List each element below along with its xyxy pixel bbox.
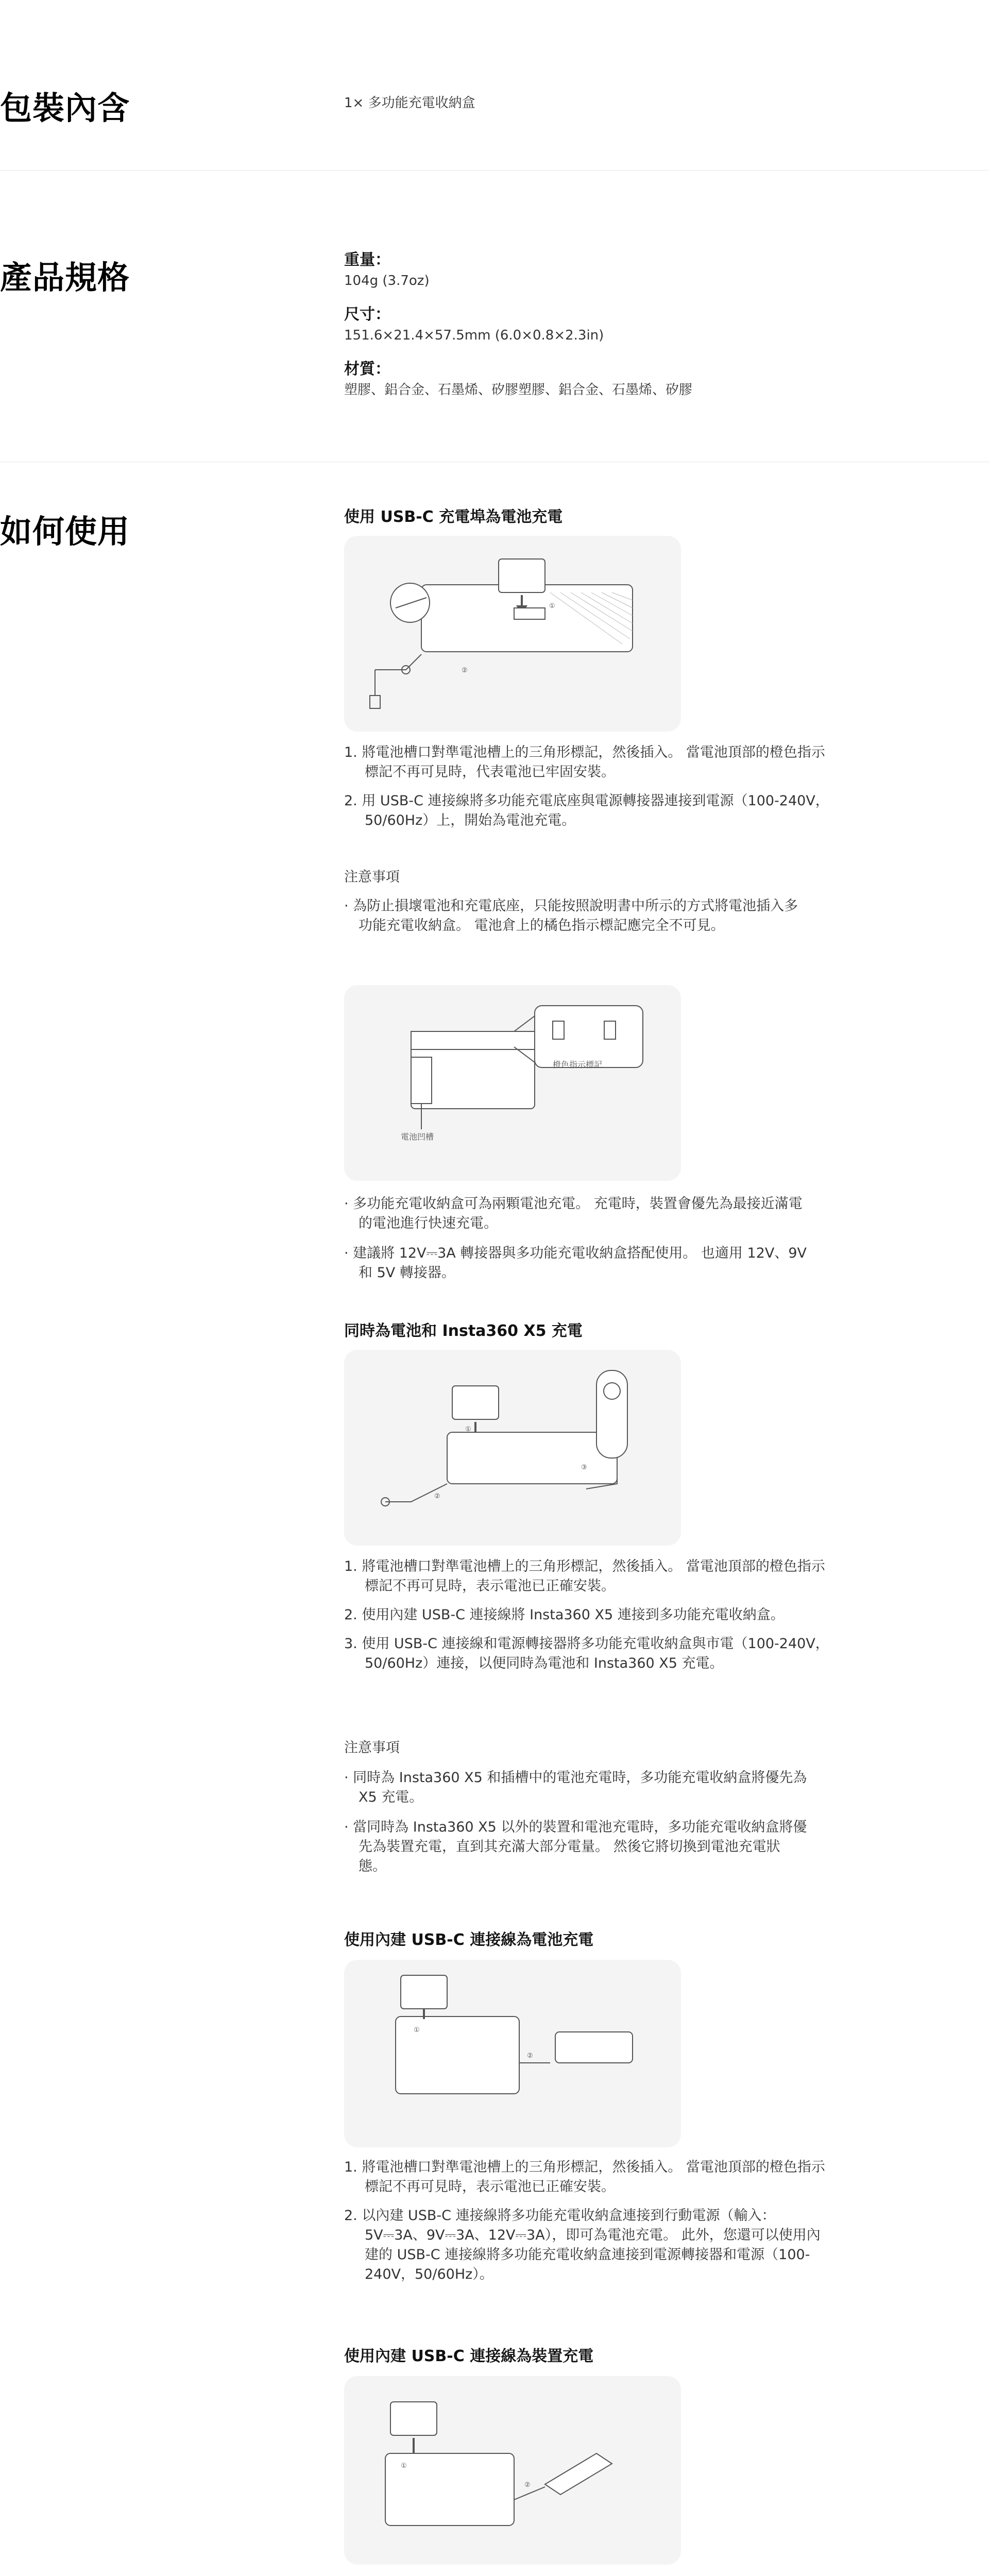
- s2-figure: [344, 1350, 681, 1546]
- s1-illustration-b: [344, 985, 681, 1181]
- svg-text:②: ②: [462, 667, 468, 674]
- s1-heading: 使用 USB-C 充電埠為電池充電: [344, 508, 563, 526]
- s1-steps: [344, 743, 833, 840]
- size-label: 尺寸：: [344, 306, 390, 324]
- s1-figure: [344, 536, 681, 732]
- battery-slot-label: 電池凹槽: [401, 1132, 434, 1142]
- s2-note-title: 注意事項: [344, 1740, 400, 1756]
- s4-figure: [344, 2376, 681, 2565]
- size-value: 151.6×21.4×57.5mm (6.0×0.8×2.3in): [344, 328, 604, 343]
- s2-heading: 同時為電池和 Insta360 X5 充電: [344, 1322, 583, 1340]
- s1-notes-b: [344, 1194, 808, 1293]
- usage-title: 如何使用: [0, 513, 130, 550]
- s2-notes: [344, 1768, 808, 1887]
- s3-steps: [344, 2158, 833, 2294]
- svg-text:①: ①: [465, 1426, 471, 1433]
- svg-text:②: ②: [524, 2481, 531, 2489]
- s3-illustration: [344, 1960, 681, 2147]
- svg-text:②: ②: [434, 1493, 440, 1500]
- s1-notes-a: [344, 896, 808, 946]
- specs-list: [344, 250, 859, 400]
- svg-text:②: ②: [527, 2052, 533, 2060]
- s4-illustration: [344, 2376, 681, 2565]
- s2-illustration: [344, 1350, 681, 1546]
- s2-step-2: 2. 使用內建 USB-C 連接線將 Insta360 X5 連接到多功能充電收納盒。: [344, 1607, 785, 1623]
- s2-step-3: 3. 使用 USB-C 連接線和電源轉接器將多功能充電收納盒與市電（100-240V，50/60Hz）連接，以便同時為電池和 Insta360 X5 充電。: [344, 1636, 829, 1671]
- material-value: 塑膠、鋁合金、石墨烯、矽膠塑膠、鋁合金、石墨烯、矽膠: [344, 382, 693, 398]
- s1-note-3: · 建議將 12V⎓3A 轉接器與多功能充電收納盒搭配使用。 也適用 12V、9V 和 5V 轉接器。: [344, 1245, 807, 1281]
- s2-step-1: 1. 將電池槽口對準電池槽上的三角形標記，然後插入。 當電池頂部的橙色指示標記不再可見時，表示電池已正確安裝。: [344, 1558, 825, 1594]
- package-item: 1× 多功能充電收納盒: [344, 95, 475, 111]
- s3-figure: [344, 1960, 681, 2147]
- s3-heading: 使用內建 USB-C 連接線為電池充電: [344, 1931, 594, 1949]
- weight-label: 重量：: [344, 251, 390, 269]
- s1-step-2: 2. 用 USB-C 連接線將多功能充電底座與電源轉接器連接到電源（100-240V，50/60Hz）上，開始為電池充電。: [344, 793, 829, 828]
- material-label: 材質：: [344, 360, 390, 378]
- s1-note-2: · 多功能充電收納盒可為兩顆電池充電。 充電時，裝置會優先為最接近滿電的電池進行快速充電。: [344, 1196, 803, 1231]
- package-section: [0, 0, 989, 170]
- weight-value: 104g (3.7oz): [344, 273, 430, 289]
- orange-marker-label: 橙色指示標記: [553, 1060, 603, 1070]
- svg-text:①: ①: [401, 2462, 407, 2470]
- s2-note-1: · 同時為 Insta360 X5 和插槽中的電池充電時，多功能充電收納盒將優先為 X5 充電。: [344, 1770, 807, 1805]
- specs-section: [0, 171, 989, 462]
- s3-step-2: 2. 以內建 USB-C 連接線將多功能充電收納盒連接到行動電源（輸入：5V⎓3A、9V⎓3A、12V⎓3A），即可為電池充電。 此外，您還可以使用內建的 USB-C 連接線將多功能充電收納盒連接到電源轉接器和電源（100-240V，50/60Hz）。: [344, 2208, 821, 2282]
- specs-title: 產品規格: [0, 259, 130, 296]
- package-title: 包裝內含: [0, 89, 130, 127]
- s1-illustration: [344, 536, 681, 732]
- s2-note-2: · 當同時為 Insta360 X5 以外的裝置和電池充電時，多功能充電收納盒將優先為裝置充電，直到其充滿大部分電量。 然後它將切換到電池充電狀態。: [344, 1819, 807, 1874]
- s3-step-1: 1. 將電池槽口對準電池槽上的三角形標記，然後插入。 當電池頂部的橙色指示標記不再可見時，表示電池已正確安裝。: [344, 2159, 825, 2195]
- s4-heading: 使用內建 USB-C 連接線為裝置充電: [344, 2347, 594, 2365]
- s1-note-1: · 為防止損壞電池和充電底座，只能按照說明書中所示的方式將電池插入多功能充電收納盒。 電池倉上的橘色指示標記應完全不可見。: [344, 898, 798, 934]
- svg-text:①: ①: [549, 602, 555, 610]
- s1-figure-b: [344, 985, 681, 1181]
- s2-steps: [344, 1557, 833, 1683]
- s1-step-1: 1. 將電池槽口對準電池槽上的三角形標記，然後插入。 當電池頂部的橙色指示標記不再可見時，代表電池已牢固安裝。: [344, 744, 825, 780]
- svg-text:③: ③: [581, 1464, 587, 1471]
- s1-note-title: 注意事項: [344, 869, 400, 885]
- svg-text:①: ①: [414, 2026, 420, 2034]
